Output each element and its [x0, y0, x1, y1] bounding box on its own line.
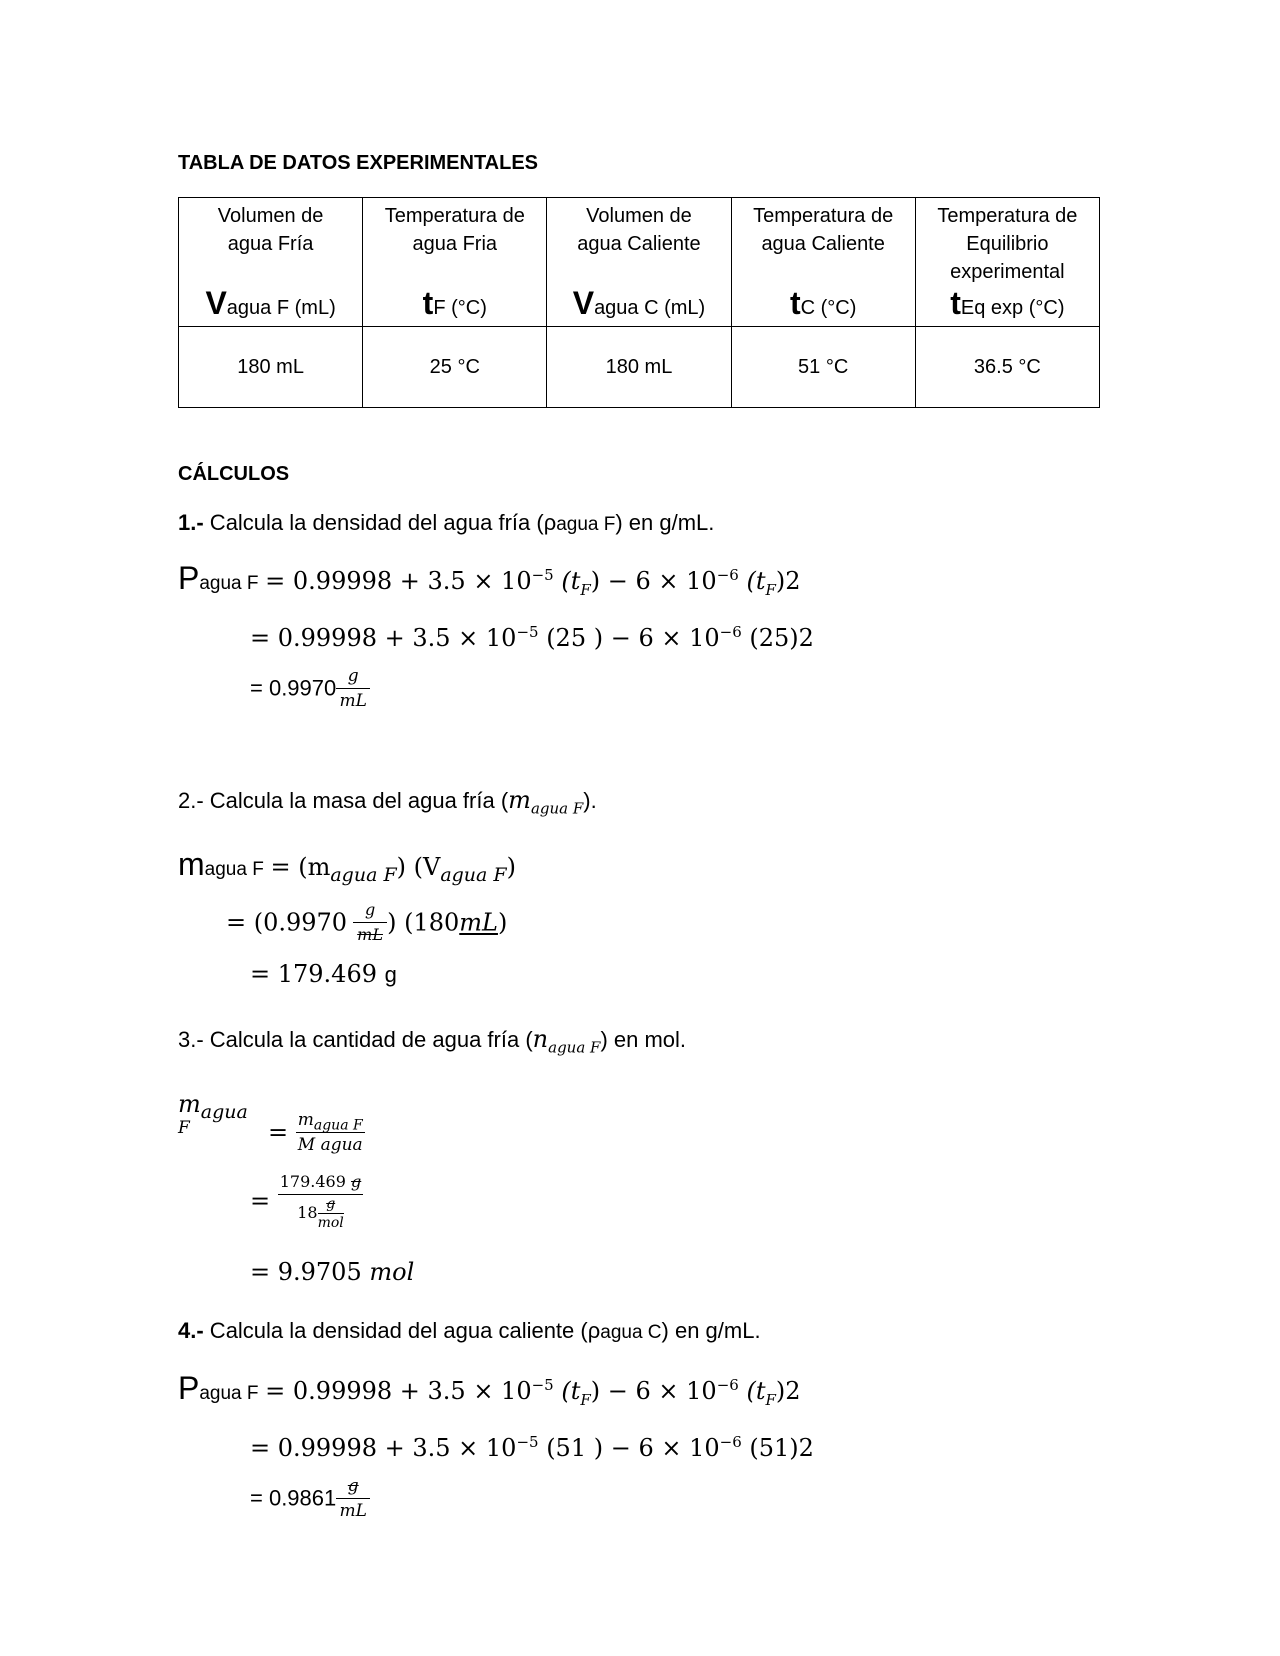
header-cell-temp-fria: Temperatura de agua Fria tF (°C)	[363, 198, 547, 327]
value-cell: 51 °C	[731, 327, 915, 408]
q1-equation-line-2: = $0.99998 + 3.5 \times 10^{-5}$ (25 ) − $6 \times 10^{-6}$ (25)2	[250, 623, 814, 652]
q3-equation-line-2: = 179.469 g 18 $\frac{g}{\text{mol}}$	[250, 1172, 362, 1231]
header-cell-temp-caliente: Temperatura de agua Caliente tC (°C)	[731, 198, 915, 327]
value-cell: 180 mL	[179, 327, 363, 408]
q2-result: = 179.469 g	[250, 960, 397, 988]
q3-equation-line-1: = $\frac{m_{agua F}}{\text{M agua}}$	[268, 1110, 363, 1155]
experimental-data-table	[178, 197, 1100, 408]
header-cell-temp-equilibrio: Temperatura de Equilibrio experimental tEq exp (°C)	[915, 198, 1099, 327]
question-2: 2.- Calcula la masa del agua fría $(m_{agua F})$.	[178, 786, 597, 818]
question-4: 4.- Calcula la densidad del agua caliente (ρagua C) en g/mL.	[178, 1318, 761, 1343]
header-cell-vol-fria: Volumen de agua Fría Vagua F (mL)	[179, 198, 363, 327]
q2-equation-line-2: = (0.9970 $\frac{g}{mL}$ ) (180mL)	[226, 900, 508, 944]
q1-equation-line-1: Pagua $F = 0.99998 + 3.5 \times 10^{-5}$ $(t_F) - 6 \times 10^{-6}$ $(t_F)2$	[178, 560, 801, 599]
q4-equation-line-1: Pagua $F = 0.99998 + 3.5 \times 10^{-5}$ $(t_F) - 6 \times 10^{-6}$ $(t_F)2$	[178, 1370, 801, 1409]
q4-equation-line-2: = $0.99998 + 3.5 \times 10^{-5}$ (51 ) − $6 \times 10^{-6}$ (51)2	[250, 1433, 814, 1462]
value-cell: 25 °C	[363, 327, 547, 408]
table-header-row	[179, 198, 1100, 327]
calculos-heading: CÁLCULOS	[178, 463, 290, 485]
q3-lhs: $m_{agua}$	[178, 1090, 248, 1123]
q4-result: = 0.9861 $\frac{g}{mL}$	[250, 1474, 370, 1523]
table-title: TABLA DE DATOS EXPERIMENTALES	[178, 152, 539, 174]
table-value-row	[179, 327, 1100, 408]
question-3: 3.- Calcula la cantidad de agua fría $(n_{agua F})$ en mol.	[178, 1025, 687, 1057]
value-cell: 180 mL	[547, 327, 731, 408]
q3-result: = 9.9705 mol	[250, 1258, 415, 1286]
value-cell: 36.5 °C	[915, 327, 1099, 408]
header-cell-vol-caliente: Volumen de agua Caliente Vagua C (mL)	[547, 198, 731, 327]
q1-result: = 0.9970 $\frac{g}{mL}$	[250, 664, 370, 713]
question-1: 1.- Calcula la densidad del agua fría (ρagua F) en g/mL.	[178, 510, 715, 535]
q2-equation-line-1: magua $F = (m_{agua F})$ $(V_{agua F})$	[178, 846, 516, 886]
q3-lhs-subscript: F	[178, 1118, 190, 1138]
